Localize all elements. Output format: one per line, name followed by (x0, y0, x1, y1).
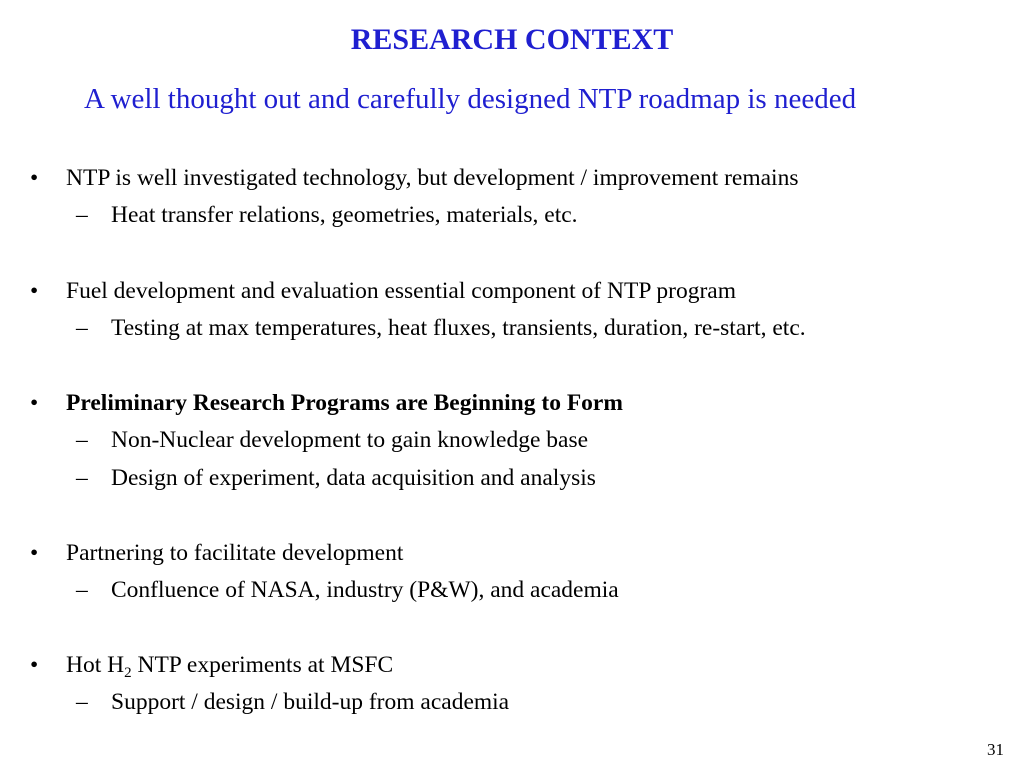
sub-bullet-text: Design of experiment, data acquisition and analysis (111, 465, 596, 491)
bullet-marker: • (30, 390, 39, 416)
sub-bullet-marker: – (76, 315, 88, 341)
sub-bullet-text: Heat transfer relations, geometries, materials, etc. (111, 202, 578, 228)
sub-bullet-text: Confluence of NASA, industry (P&W), and academia (111, 577, 619, 603)
bullet-text: Preliminary Research Programs are Beginning to Form (66, 390, 623, 416)
slide-title: RESEARCH CONTEXT (350, 23, 674, 56)
bullet-text-after: NTP experiments at MSFC (131, 652, 394, 678)
bullet-text-subscript: 2 (124, 665, 132, 681)
bullet-text: Fuel development and evaluation essential component of NTP program (66, 278, 737, 304)
bullet-text (66, 651, 393, 687)
sub-bullet-text: Support / design / build-up from academia (111, 689, 510, 715)
sub-bullet-marker: – (76, 577, 88, 603)
sub-bullet-marker: – (76, 427, 88, 453)
page-number: 31 (987, 740, 1004, 759)
sub-bullet-text: Testing at max temperatures, heat fluxes, transients, duration, re-start, etc. (111, 315, 806, 341)
slide-subtitle: A well thought out and carefully designed NTP roadmap is needed (84, 83, 857, 115)
bullet-text: NTP is well investigated technology, but development / improvement remains (66, 165, 799, 191)
sub-bullet-marker: – (76, 689, 88, 715)
bullet-marker: • (30, 540, 39, 566)
bullet-marker: • (30, 652, 39, 678)
sub-bullet-text: Non-Nuclear development to gain knowledge base (111, 427, 589, 453)
sub-bullet-marker: – (76, 202, 88, 228)
sub-bullet-marker: – (76, 465, 88, 491)
bullet-marker: • (30, 278, 39, 304)
bullet-text-before: Hot H (66, 652, 125, 678)
bullet-marker: • (30, 165, 39, 191)
bullet-text: Partnering to facilitate development (66, 540, 404, 566)
